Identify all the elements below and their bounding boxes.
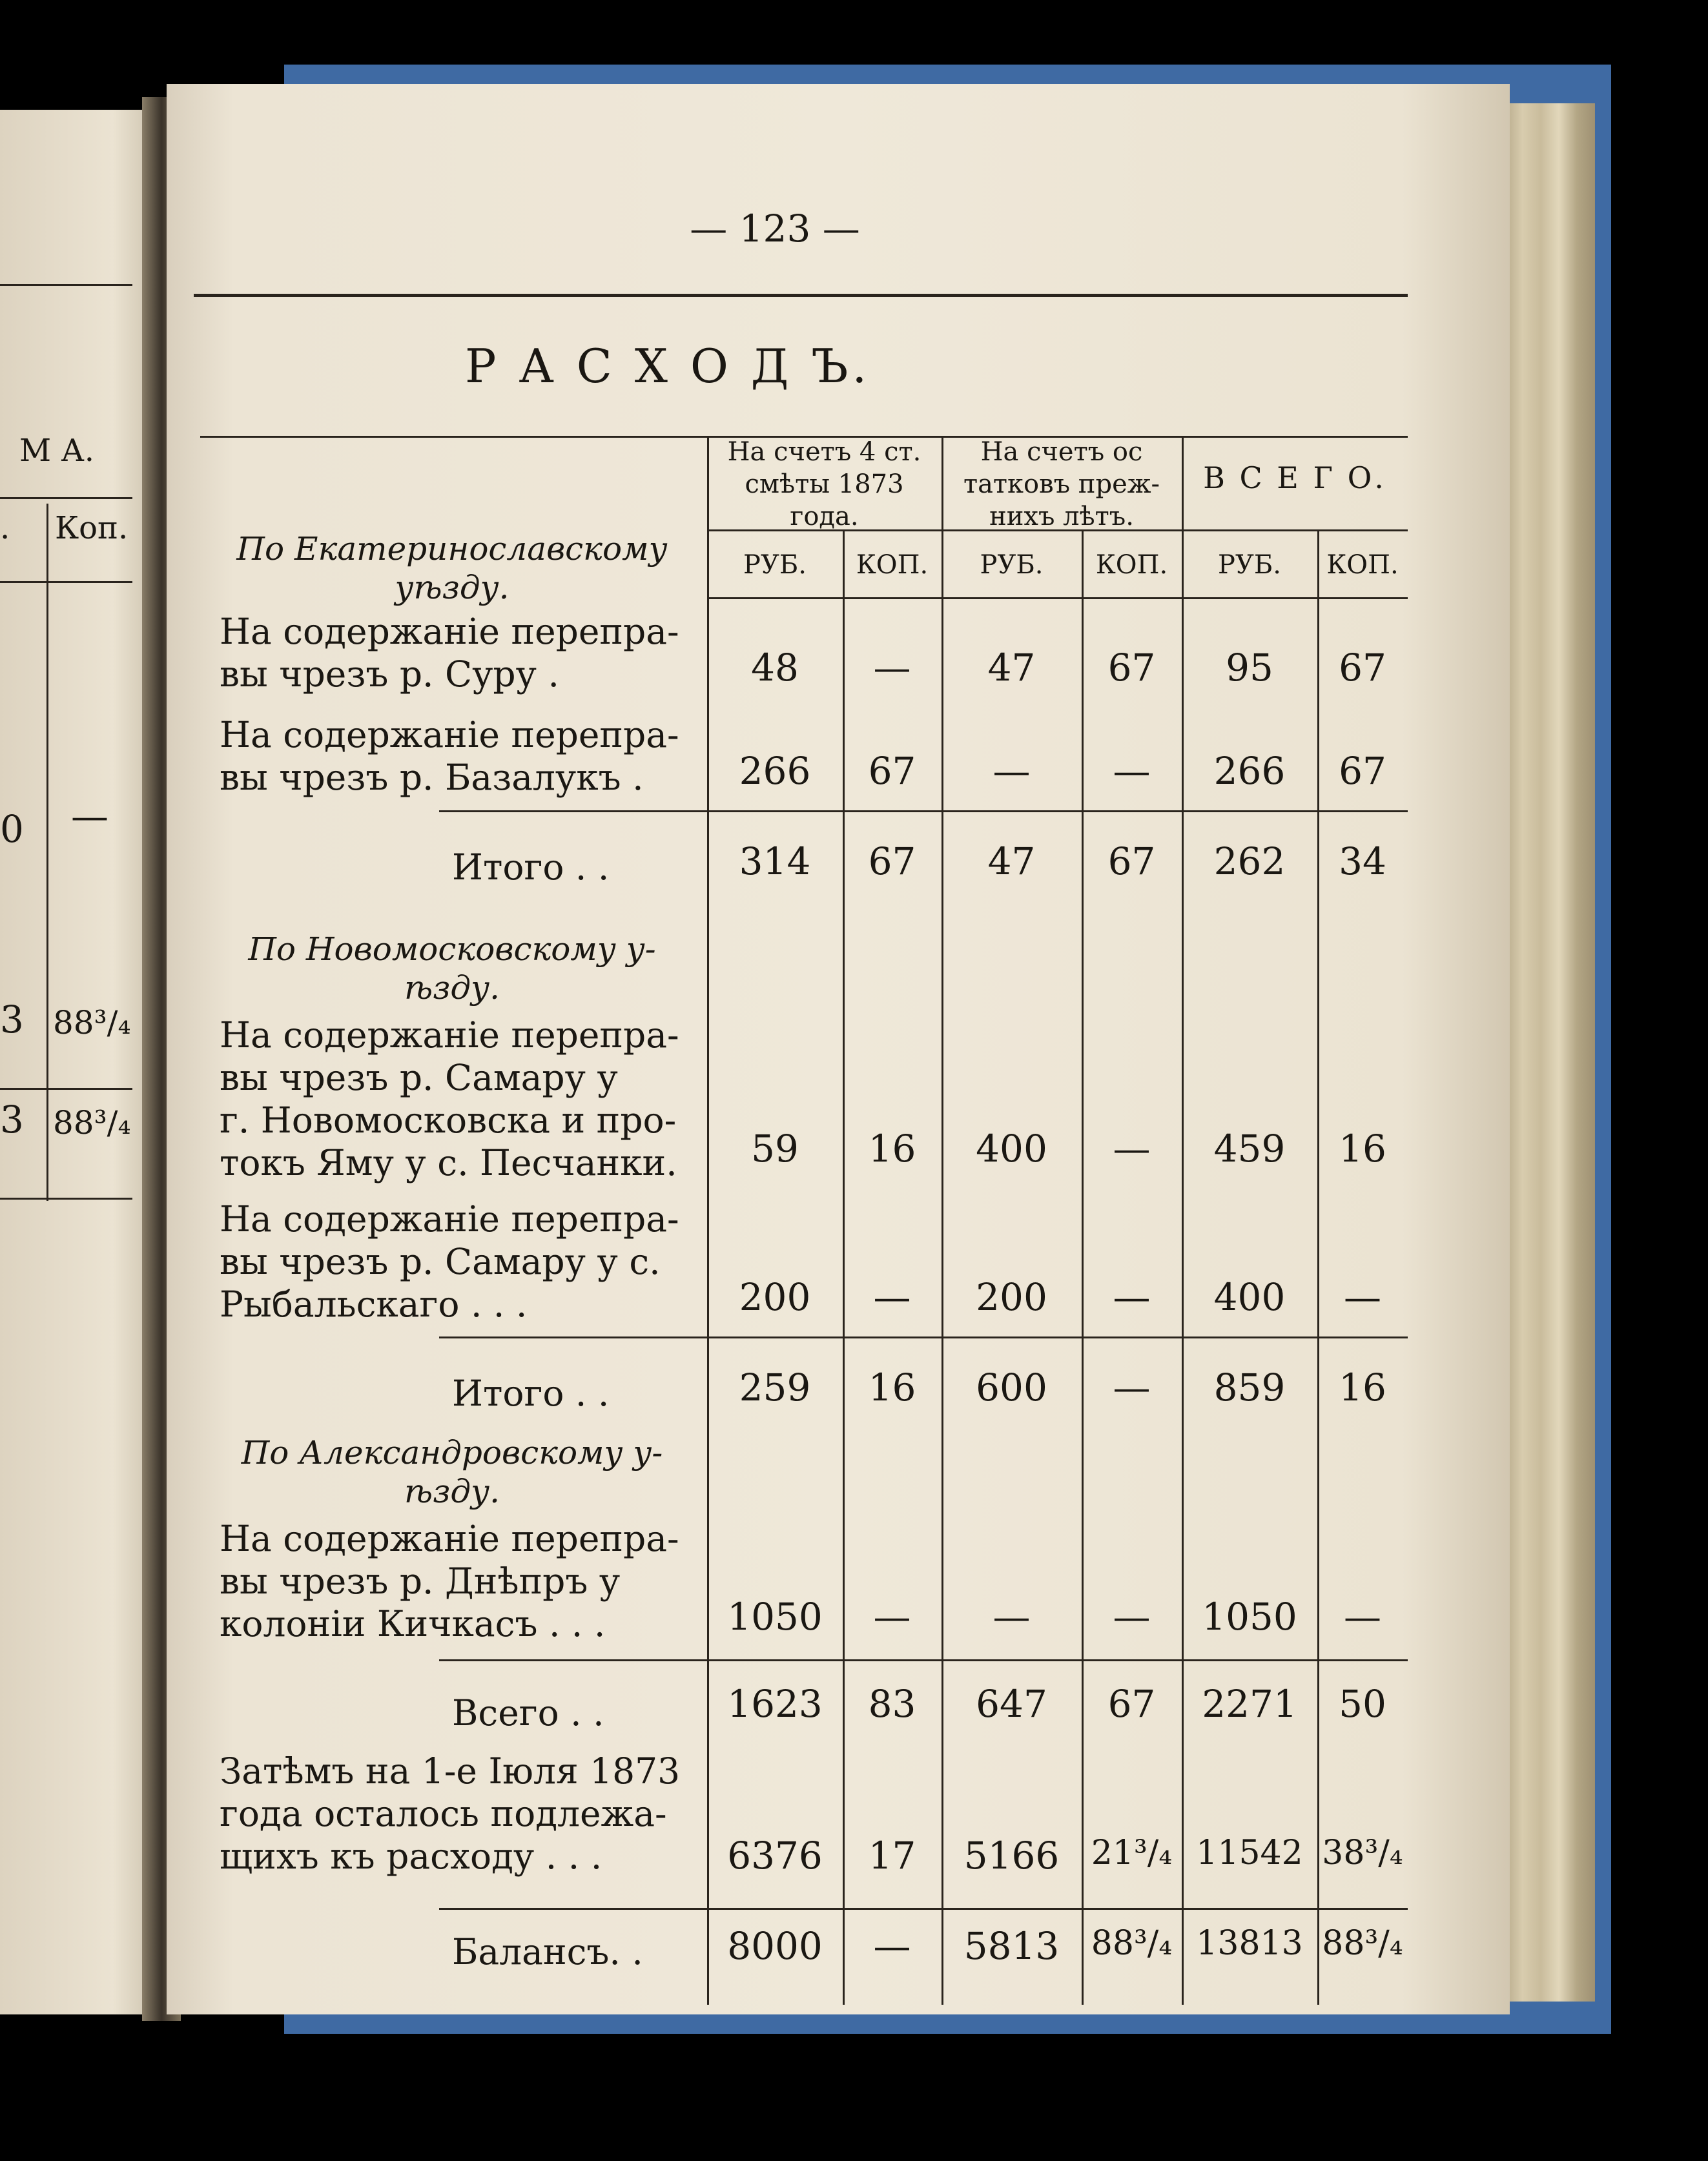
cell-row2-kop1: 67 [868, 749, 916, 793]
cell-row6-kop3: — [1344, 1275, 1381, 1319]
header-col3: В С Е Г О. [1203, 460, 1386, 495]
cell-row6-kop2: — [1113, 1275, 1151, 1319]
section-ekaterinoslav: По Екатеринославскому уѣзду. [236, 530, 668, 606]
cell-row1-kop2: 67 [1107, 646, 1156, 690]
cell-row3-kop1: 67 [868, 839, 916, 883]
cell-row10-rub2: 647 [976, 1682, 1047, 1726]
row-label-suru: На содержаніе перепра- вы чрезъ р. Суру . [220, 611, 679, 695]
cell-row5-kop2: — [1113, 1127, 1151, 1171]
left-header-fragment: М А. [19, 433, 95, 469]
cell-row12-rub2: 5813 [963, 1924, 1060, 1968]
cell-row7-kop2: — [1113, 1366, 1151, 1409]
left-row1-kop: — [71, 794, 108, 838]
cell-row3-kop2: 67 [1107, 839, 1156, 883]
left-row1-rub: 0 [0, 807, 24, 851]
cell-row2-kop2: — [1113, 749, 1151, 793]
row-label-ostatok: Затѣмъ на 1-е Іюля 1873 года осталось подлежа- щихъ къ расходу . . . [220, 1750, 681, 1877]
cell-row1-kop3: 67 [1339, 646, 1386, 690]
row-label-balans: Балансъ. . [452, 1931, 643, 1972]
header-rub-1: РУБ. [743, 550, 807, 580]
cell-row3-kop3: 34 [1339, 839, 1386, 883]
cell-row9-rub3: 1050 [1202, 1595, 1297, 1639]
cell-row6-rub2: 200 [976, 1275, 1047, 1319]
header-rub-3: РУБ. [1218, 550, 1281, 580]
rule-total-1 [439, 810, 1408, 812]
rule-total-4 [439, 1908, 1408, 1910]
cell-row7-kop1: 16 [868, 1366, 916, 1409]
left-row2-rub: 3 [0, 998, 24, 1041]
section-aleksandrovsk: По Александровскому у- ѣзду. [241, 1434, 663, 1510]
header-kop-1: КОП. [856, 550, 929, 580]
cell-row11-kop2: 21³/₄ [1091, 1834, 1173, 1872]
cell-row2-kop3: 67 [1339, 749, 1386, 793]
cell-row10-rub3: 2271 [1202, 1682, 1297, 1726]
cell-row3-rub3: 262 [1213, 839, 1286, 883]
cell-row7-rub1: 259 [739, 1366, 811, 1409]
cell-row3-rub2: 47 [987, 839, 1036, 883]
cell-row10-kop2: 67 [1107, 1682, 1156, 1726]
page-fore-edge [1505, 103, 1595, 2002]
cell-row5-rub2: 400 [976, 1127, 1047, 1171]
left-page [0, 110, 161, 2014]
cell-row6-kop1: — [873, 1275, 911, 1319]
cell-row7-kop3: 16 [1339, 1366, 1386, 1409]
cell-row1-rub2: 47 [987, 646, 1036, 690]
row-label-vsego: Всего . . [452, 1692, 604, 1734]
header-rub-2: РУБ. [980, 550, 1044, 580]
cell-row12-kop2: 88³/₄ [1091, 1924, 1173, 1963]
cell-row12-rub3: 13813 [1196, 1924, 1303, 1963]
cell-row2-rub2: — [993, 749, 1031, 793]
cell-row9-rub1: 1050 [727, 1595, 823, 1639]
cell-row11-rub3: 11542 [1196, 1834, 1303, 1872]
cell-row1-kop1: — [873, 646, 911, 690]
cell-row5-kop1: 16 [868, 1127, 916, 1171]
cell-row9-kop2: — [1113, 1595, 1151, 1639]
cell-row2-rub1: 266 [739, 749, 811, 793]
cell-row3-rub1: 314 [739, 839, 811, 883]
header-col1: На счетъ 4 ст. смѣты 1873 года. [727, 437, 921, 531]
cell-row11-kop3: 38³/₄ [1322, 1834, 1403, 1872]
cell-row1-rub3: 95 [1226, 646, 1273, 690]
cell-row12-rub1: 8000 [727, 1924, 823, 1968]
top-rule [194, 294, 1408, 297]
cell-row5-rub3: 459 [1213, 1127, 1286, 1171]
left-row3-kop: 88³/₄ [53, 1104, 131, 1142]
rule-total-2 [439, 1337, 1408, 1338]
cell-row11-rub1: 6376 [727, 1834, 823, 1878]
page-title: Р А С Х О Д Ъ. [465, 339, 871, 393]
row-label-samara-rybalsk: На содержаніе перепра- вы чрезъ р. Самару у с. Рыбальскаго . . . [220, 1198, 679, 1325]
row-label-samara-novomoskovsk: На содержаніе перепра- вы чрезъ р. Самару у г. Новомосковска и про- токъ Яму у с. Песчанки. [220, 1014, 679, 1183]
rule-total-3 [439, 1659, 1408, 1661]
row-label-itogo-2: Итого . . [452, 1373, 610, 1414]
cell-row7-rub3: 859 [1213, 1366, 1286, 1409]
cell-row10-rub1: 1623 [727, 1682, 823, 1726]
left-col-fragment-2: Коп. [55, 510, 129, 546]
cell-row9-kop1: — [873, 1595, 911, 1639]
row-label-itogo-1: Итого . . [452, 846, 610, 888]
left-col-fragment-1: . [0, 510, 10, 546]
cell-row2-rub3: 266 [1213, 749, 1286, 793]
page-number: — 123 — [690, 207, 860, 251]
cell-row5-rub1: 59 [751, 1127, 799, 1171]
row-label-dnepr: На содержаніе перепра- вы чрезъ р. Днѣпръ у колоніи Кичкасъ . . . [220, 1518, 679, 1644]
header-kop-2: КОП. [1095, 550, 1168, 580]
cell-row6-rub1: 200 [739, 1275, 811, 1319]
left-row2-kop: 88³/₄ [53, 1004, 131, 1041]
row-label-bazaluk: На содержаніе перепра- вы чрезъ р. Базалукъ . [220, 714, 679, 798]
cell-row10-kop1: 83 [868, 1682, 916, 1726]
header-bottom-rule [707, 597, 1408, 599]
left-row3-rub: 3 [0, 1098, 24, 1142]
header-col2: На счетъ ос татковъ преж- нихъ лѣтъ. [963, 437, 1160, 531]
cell-row9-rub2: — [993, 1595, 1031, 1639]
cell-row12-kop3: 88³/₄ [1322, 1924, 1403, 1963]
section-novomoskovsk: По Новомосковскому у- ѣзду. [248, 930, 656, 1007]
cell-row11-rub2: 5166 [963, 1834, 1060, 1878]
cell-row6-rub3: 400 [1213, 1275, 1286, 1319]
cell-row10-kop3: 50 [1339, 1682, 1386, 1726]
cell-row9-kop3: — [1344, 1595, 1381, 1639]
cell-row11-kop1: 17 [868, 1834, 916, 1878]
cell-row7-rub2: 600 [976, 1366, 1047, 1409]
cell-row12-kop1: — [873, 1924, 911, 1968]
cell-row1-rub1: 48 [751, 646, 799, 690]
cell-row5-kop3: 16 [1339, 1127, 1386, 1171]
header-kop-3: КОП. [1326, 550, 1399, 580]
